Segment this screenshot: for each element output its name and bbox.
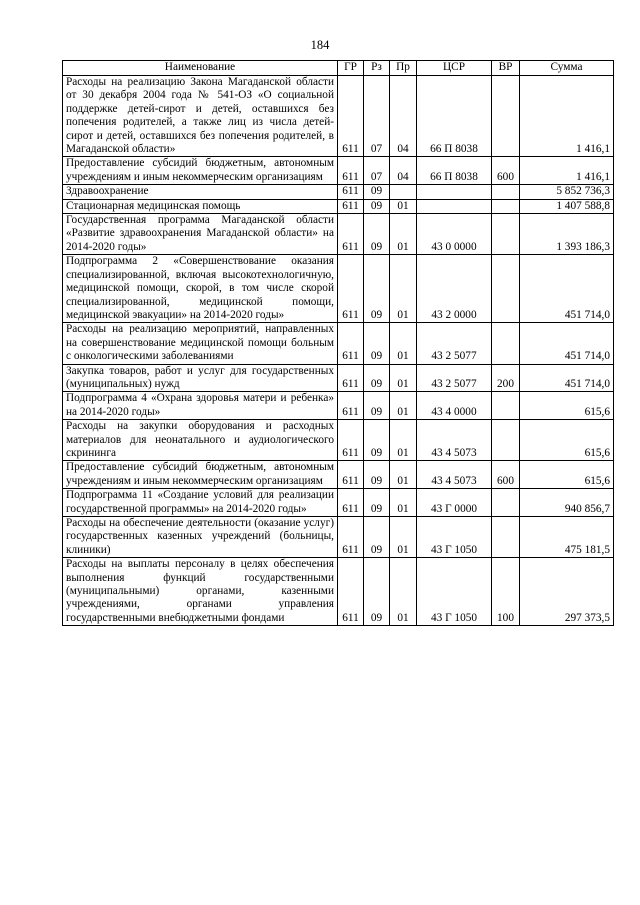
table-row bbox=[63, 392, 614, 420]
cell-pr: 01 bbox=[390, 255, 417, 323]
table-row bbox=[63, 489, 614, 517]
table-row bbox=[63, 157, 614, 185]
table-row bbox=[63, 76, 614, 157]
cell-gr: 611 bbox=[338, 199, 364, 213]
cell-gr: 611 bbox=[338, 157, 364, 185]
table-row bbox=[63, 199, 614, 213]
cell-pr: 01 bbox=[390, 489, 417, 517]
cell-gr: 611 bbox=[338, 517, 364, 558]
cell-pr: 01 bbox=[390, 199, 417, 213]
cell-name: Государственная программа Магаданской области «Развитие здравоохранения Магаданской области» на 2014-2020 годы» bbox=[63, 214, 338, 255]
cell-csr: 43 4 5073 bbox=[417, 461, 492, 489]
table-row bbox=[63, 558, 614, 626]
cell-rz: 09 bbox=[364, 323, 390, 364]
cell-csr: 43 Г 1050 bbox=[417, 558, 492, 626]
cell-pr: 01 bbox=[390, 364, 417, 392]
cell-vr bbox=[492, 420, 520, 461]
table-row bbox=[63, 420, 614, 461]
cell-gr: 611 bbox=[338, 420, 364, 461]
cell-rz: 09 bbox=[364, 489, 390, 517]
cell-gr: 611 bbox=[338, 323, 364, 364]
cell-name: Предоставление субсидий бюджетным, автономным учреждениям и иным некоммерческим организациям bbox=[63, 461, 338, 489]
cell-pr: 01 bbox=[390, 214, 417, 255]
cell-pr bbox=[390, 185, 417, 199]
cell-name: Расходы на реализацию мероприятий, направленных на совершенствование медицинской помощи больным с онкологическими заболеваниями bbox=[63, 323, 338, 364]
cell-csr: 43 2 0000 bbox=[417, 255, 492, 323]
cell-name: Подпрограмма 11 «Создание условий для реализации государственной программы» на 2014-2020 годы» bbox=[63, 489, 338, 517]
cell-sum: 5 852 736,3 bbox=[520, 185, 614, 199]
cell-vr bbox=[492, 214, 520, 255]
header-name: Наименование bbox=[63, 61, 338, 76]
cell-sum: 1 407 588,8 bbox=[520, 199, 614, 213]
cell-csr: 43 Г 1050 bbox=[417, 517, 492, 558]
cell-name: Стационарная медицинская помощь bbox=[63, 199, 338, 213]
cell-gr: 611 bbox=[338, 392, 364, 420]
cell-csr: 66 П 8038 bbox=[417, 157, 492, 185]
table-row bbox=[63, 214, 614, 255]
cell-name: Расходы на выплаты персоналу в целях обеспечения выполнения функций государственными (муниципальными) органами, казенными учреждениями, органами управления государственными внебюджетными фондами bbox=[63, 558, 338, 626]
cell-sum: 615,6 bbox=[520, 392, 614, 420]
cell-rz: 09 bbox=[364, 364, 390, 392]
cell-rz: 09 bbox=[364, 517, 390, 558]
cell-name: Здравоохранение bbox=[63, 185, 338, 199]
cell-name: Закупка товаров, работ и услуг для государственных (муниципальных) нужд bbox=[63, 364, 338, 392]
cell-sum: 1 416,1 bbox=[520, 157, 614, 185]
header-vr: ВР bbox=[492, 61, 520, 76]
cell-gr: 611 bbox=[338, 489, 364, 517]
cell-gr: 611 bbox=[338, 185, 364, 199]
cell-sum: 615,6 bbox=[520, 461, 614, 489]
cell-name: Расходы на закупки оборудования и расходных материалов для неонатального и аудиологического скрининга bbox=[63, 420, 338, 461]
header-gr: ГР bbox=[338, 61, 364, 76]
cell-rz: 09 bbox=[364, 420, 390, 461]
cell-pr: 01 bbox=[390, 392, 417, 420]
cell-pr: 04 bbox=[390, 76, 417, 157]
table-row bbox=[63, 461, 614, 489]
cell-rz: 09 bbox=[364, 214, 390, 255]
cell-sum: 1 416,1 bbox=[520, 76, 614, 157]
cell-vr bbox=[492, 199, 520, 213]
cell-vr bbox=[492, 517, 520, 558]
table-row bbox=[63, 255, 614, 323]
cell-rz: 09 bbox=[364, 255, 390, 323]
cell-csr: 66 П 8038 bbox=[417, 76, 492, 157]
cell-vr bbox=[492, 255, 520, 323]
cell-pr: 01 bbox=[390, 323, 417, 364]
cell-rz: 09 bbox=[364, 199, 390, 213]
budget-table bbox=[62, 60, 614, 626]
cell-vr: 200 bbox=[492, 364, 520, 392]
cell-pr: 01 bbox=[390, 517, 417, 558]
cell-pr: 01 bbox=[390, 461, 417, 489]
cell-csr: 43 4 0000 bbox=[417, 392, 492, 420]
table-body bbox=[63, 76, 614, 626]
cell-rz: 09 bbox=[364, 461, 390, 489]
cell-sum: 1 393 186,3 bbox=[520, 214, 614, 255]
cell-rz: 09 bbox=[364, 185, 390, 199]
cell-rz: 09 bbox=[364, 558, 390, 626]
cell-sum: 451 714,0 bbox=[520, 323, 614, 364]
header-pr: Пр bbox=[390, 61, 417, 76]
cell-name: Подпрограмма 4 «Охрана здоровья матери и ребенка» на 2014-2020 годы» bbox=[63, 392, 338, 420]
table-row bbox=[63, 517, 614, 558]
header-sum: Сумма bbox=[520, 61, 614, 76]
cell-rz: 09 bbox=[364, 392, 390, 420]
cell-csr: 43 2 5077 bbox=[417, 323, 492, 364]
cell-name: Расходы на реализацию Закона Магаданской области от 30 декабря 2004 года № 541-ОЗ «О социальной поддержке детей-сирот и детей, оставшихся без попечения родителей, а также лиц из числа детей-сирот и детей, оставшихся без попечения родителей, в Магаданской области» bbox=[63, 76, 338, 157]
cell-sum: 451 714,0 bbox=[520, 255, 614, 323]
cell-name: Расходы на обеспечение деятельности (оказание услуг) государственных казенных учреждений (больницы, клиники) bbox=[63, 517, 338, 558]
cell-vr bbox=[492, 76, 520, 157]
cell-csr: 43 2 5077 bbox=[417, 364, 492, 392]
cell-pr: 01 bbox=[390, 558, 417, 626]
cell-vr bbox=[492, 185, 520, 199]
cell-gr: 611 bbox=[338, 214, 364, 255]
header-rz: Рз bbox=[364, 61, 390, 76]
cell-csr bbox=[417, 199, 492, 213]
table-row bbox=[63, 185, 614, 199]
cell-vr bbox=[492, 323, 520, 364]
cell-vr: 100 bbox=[492, 558, 520, 626]
page-number: 184 bbox=[310, 38, 330, 52]
cell-gr: 611 bbox=[338, 76, 364, 157]
table-header-row bbox=[63, 61, 614, 76]
cell-gr: 611 bbox=[338, 364, 364, 392]
cell-csr: 43 Г 0000 bbox=[417, 489, 492, 517]
cell-rz: 07 bbox=[364, 76, 390, 157]
cell-csr bbox=[417, 185, 492, 199]
cell-vr bbox=[492, 392, 520, 420]
cell-sum: 475 181,5 bbox=[520, 517, 614, 558]
cell-gr: 611 bbox=[338, 461, 364, 489]
cell-sum: 297 373,5 bbox=[520, 558, 614, 626]
cell-csr: 43 4 5073 bbox=[417, 420, 492, 461]
header-csr: ЦСР bbox=[417, 61, 492, 76]
cell-name: Предоставление субсидий бюджетным, автономным учреждениям и иным некоммерческим организациям bbox=[63, 157, 338, 185]
table-row bbox=[63, 364, 614, 392]
cell-gr: 611 bbox=[338, 558, 364, 626]
cell-pr: 04 bbox=[390, 157, 417, 185]
cell-vr: 600 bbox=[492, 157, 520, 185]
cell-sum: 451 714,0 bbox=[520, 364, 614, 392]
cell-gr: 611 bbox=[338, 255, 364, 323]
cell-vr bbox=[492, 489, 520, 517]
cell-csr: 43 0 0000 bbox=[417, 214, 492, 255]
cell-rz: 07 bbox=[364, 157, 390, 185]
cell-sum: 940 856,7 bbox=[520, 489, 614, 517]
table-row bbox=[63, 323, 614, 364]
cell-sum: 615,6 bbox=[520, 420, 614, 461]
cell-pr: 01 bbox=[390, 420, 417, 461]
cell-vr: 600 bbox=[492, 461, 520, 489]
cell-name: Подпрограмма 2 «Совершенствование оказания специализированной, включая высокотехнологичную, медицинской помощи, скорой, в том числе скорой специализированной, медицинской помощи, медицинской эвакуации» на 2014-2020 годы» bbox=[63, 255, 338, 323]
